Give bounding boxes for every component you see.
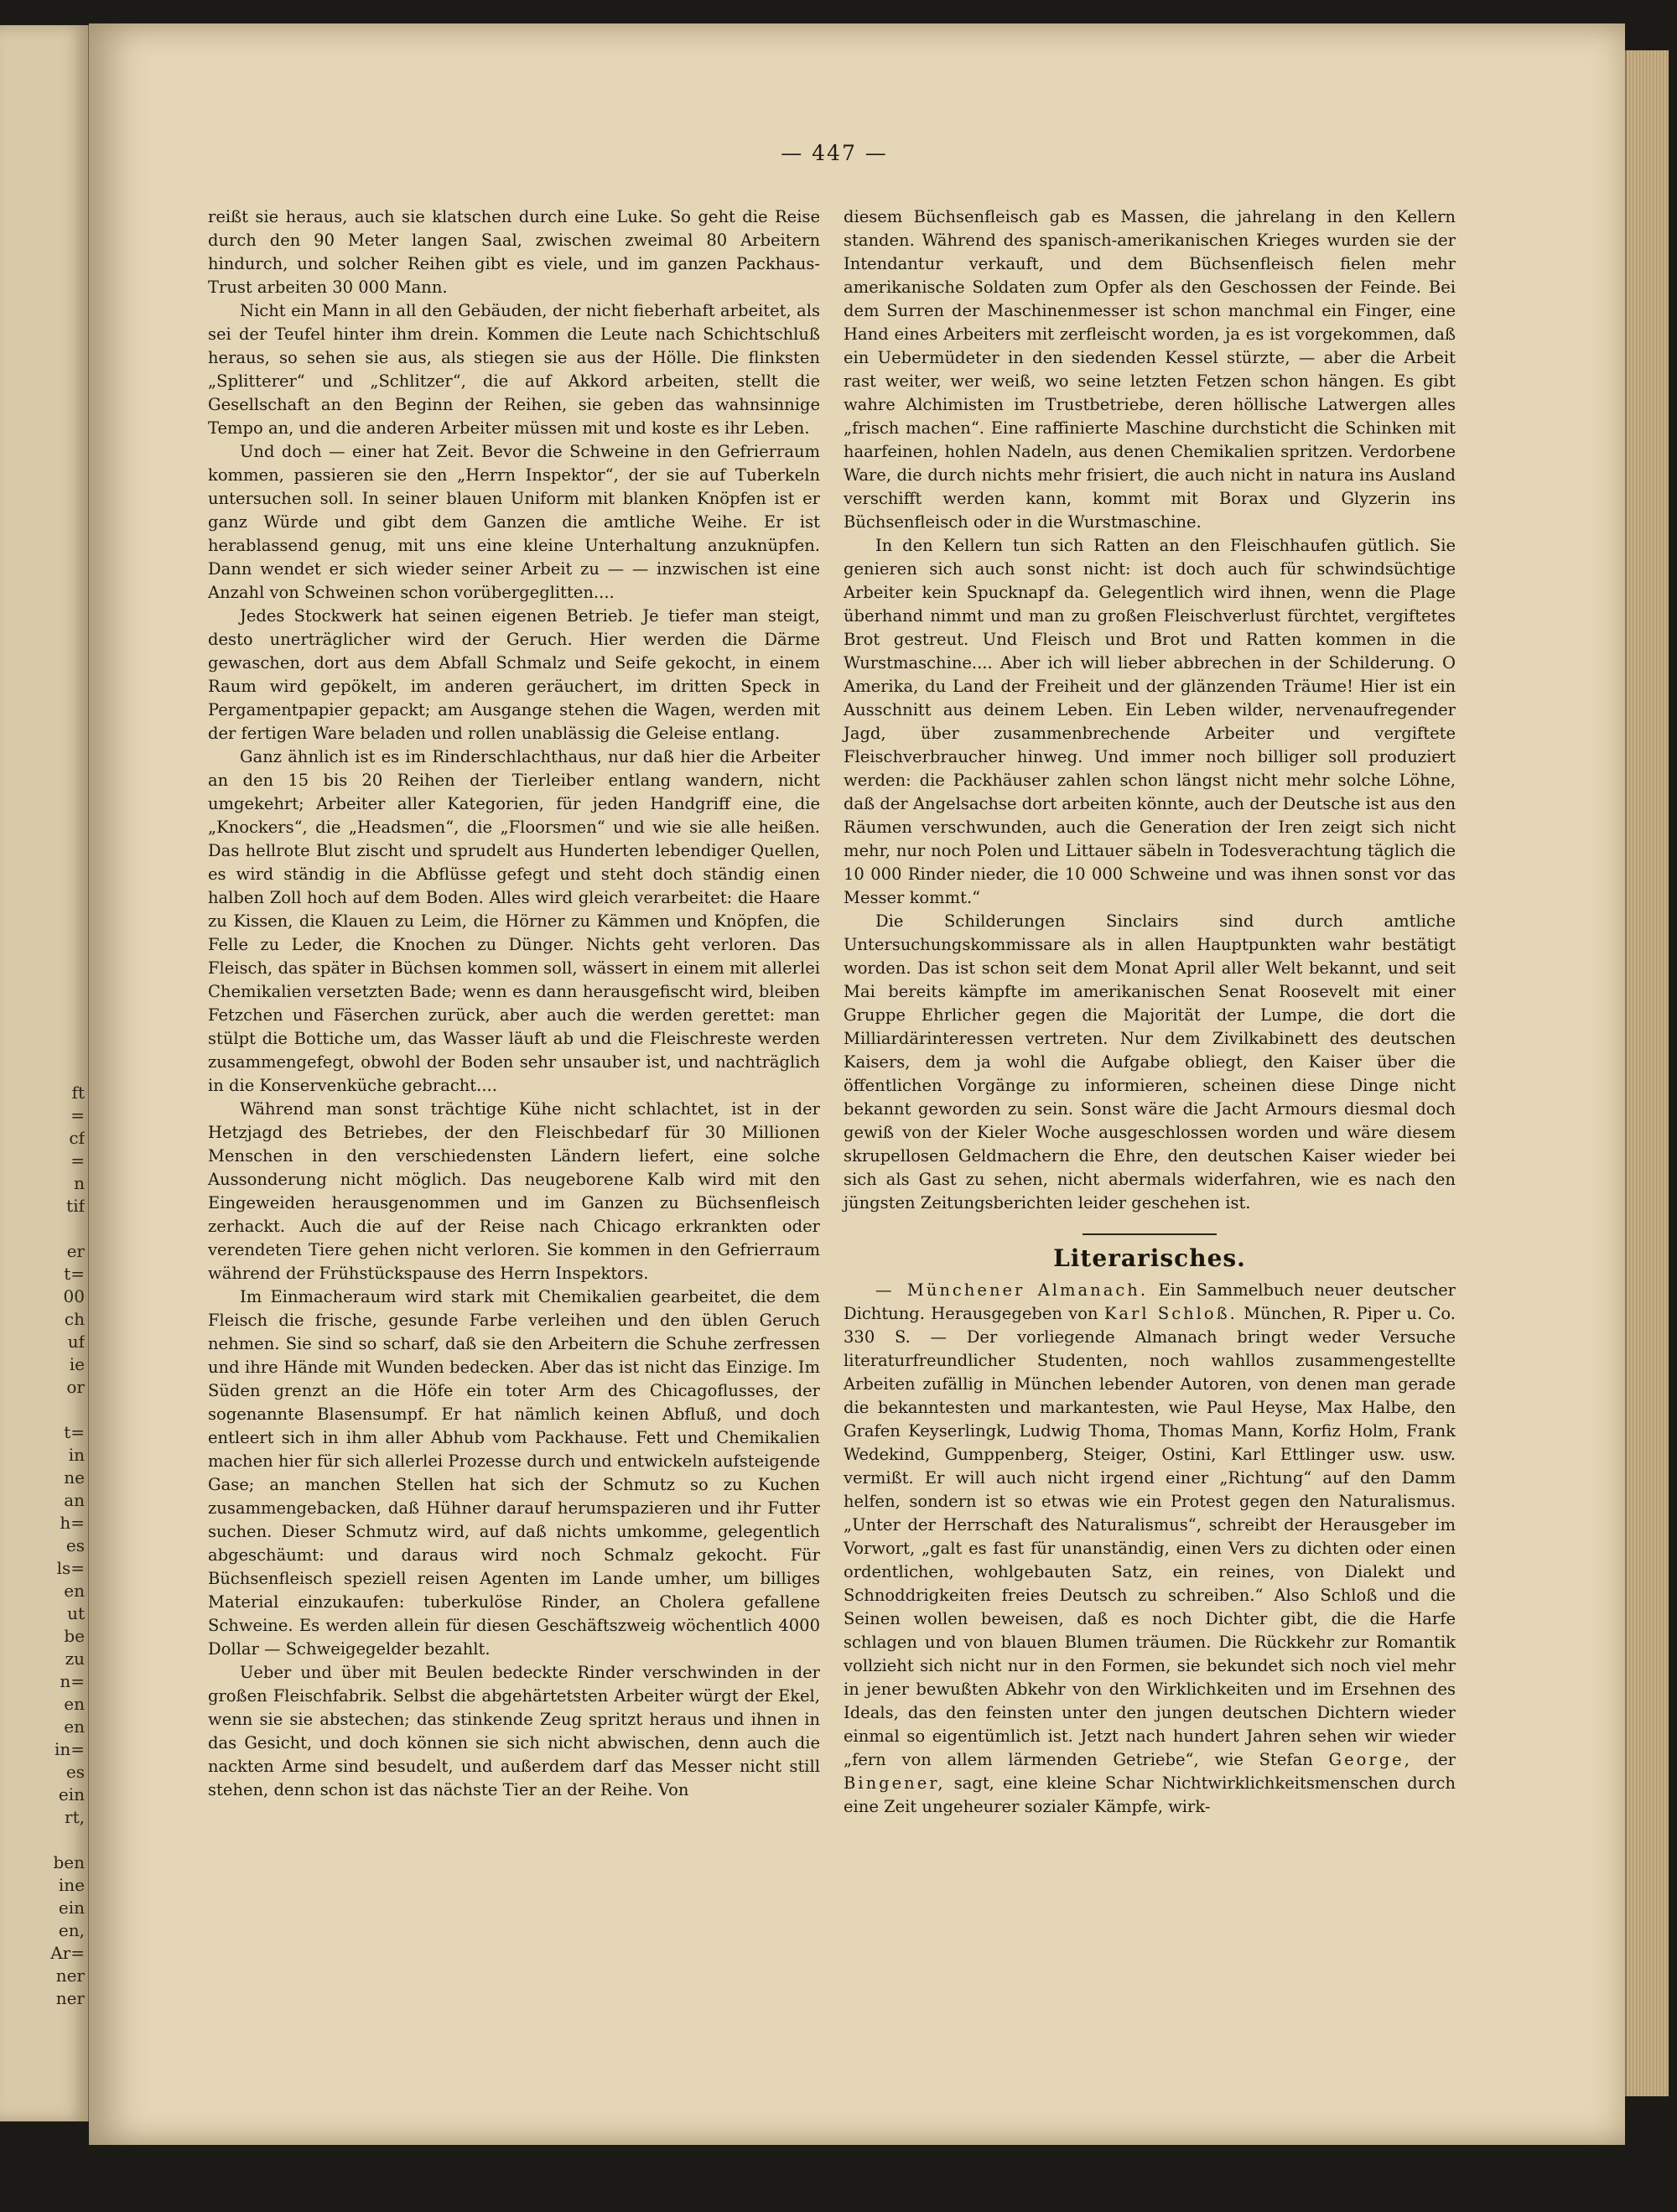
previous-page-fragment: ls=	[56, 1558, 85, 1578]
previous-page-fragment: Ar=	[50, 1943, 85, 1963]
left-column	[208, 205, 820, 1802]
section-heading: Literarisches.	[1053, 1244, 1246, 1272]
review-editor: Karl Schloß.	[1103, 1304, 1238, 1323]
previous-page-fragment: ner	[55, 1965, 85, 1986]
previous-page-fragment: ine	[58, 1875, 85, 1895]
previous-page-fragment: ein	[58, 1784, 85, 1804]
previous-page-fragment: n	[74, 1173, 85, 1193]
previous-page-fragment: en,	[58, 1920, 85, 1940]
review-text-1: Ein Sammelbuch neuer deutscher Dichtung. Herausgegeben von	[844, 1280, 1456, 1323]
previous-page-fragment: rt,	[65, 1807, 85, 1827]
review-text-3: der	[1411, 1750, 1456, 1769]
previous-page-fragment: es	[65, 1535, 85, 1555]
section-divider	[1083, 1233, 1217, 1235]
previous-page-fragment: ein	[58, 1898, 85, 1918]
right-paragraph-1: diesem Büchsenfleisch gab es Massen, die jahrelang in den Kellern standen. Während des spanisch-amerikanischen Krieges wurden sie der Intendantur verkauft, und dem Büchsenfleisch fielen mehr amerikanische Soldaten zum Opfer als den Geschossen der Feinde. Bei dem Surren der Maschinenmesser ist schon manchmal ein Finger, eine Hand eines Arbeiters mit zerfleischt worden, ja es ist vorgekommen, daß ein Uebermüdeter in den siedenden Kessel stürzte, — aber die Arbeit rast weiter, wer weiß, wo seine letzten Fetzen schon hängen. Es gibt wahre Alchimisten im Trustbetriebe, deren höllische Latwergen alles „frisch machen“. Eine raffinierte Maschine durchsticht die Schinken mit haarfeinen, hohlen Nadeln, aus denen Chemikalien spritzen. Verdorbene Ware, die durch nichts mehr frisiert, die auch nicht in natura ins Ausland verschifft werden kann, kommt mit Borax und Glyzerin ins Büchsenfleisch oder in die Wurstmaschine.	[844, 207, 1456, 532]
review-name-bingener: Bingener,	[844, 1773, 946, 1793]
left-paragraph-3: Und doch — einer hat Zeit. Bevor die Schweine in den Gefrierraum kommen, passieren sie den „Herrn Inspektor“, der sie auf Tuberkeln untersuchen soll. In seiner blauen Uniform mit blanken Knöpfen ist er ganz Würde und gibt dem Ganzen die amtliche Weihe. Er ist herablassend genug, mit uns eine kleine Unterhaltung anzuknüpfen. Dann wendet er sich wieder seiner Arbeit zu — — inzwischen ist eine Anzahl von Schweinen schon vorübergeglitten....	[208, 442, 820, 602]
right-column	[844, 205, 1456, 1819]
previous-page-fragment: or	[66, 1377, 85, 1397]
previous-page-fragment: be	[64, 1626, 85, 1646]
left-paragraph-4: Jedes Stockwerk hat seinen eigenen Betrieb. Je tiefer man steigt, desto unerträglicher wird der Geruch. Hier werden die Därme gewaschen, dort aus dem Abfall Schmalz und Seife gekocht, in einem Raum wird gepökelt, im anderen geräuchert, im dritten Speck in Pergamentpapier gepackt; am Ausgange stehen die Wagen, werden mit der fertigen Ware beladen und rollen unablässig die Geleise entlang.	[208, 606, 820, 743]
previous-page-fragment: tif	[66, 1196, 85, 1216]
review-text-4: sagt, eine kleine Schar Nichtwirklichkeitsmenschen durch eine Zeit ungeheurer sozialer Kämpfe, wirk-	[844, 1773, 1456, 1816]
left-paragraph-1: reißt sie heraus, auch sie klatschen durch eine Luke. So geht die Reise durch den 90 Meter langen Saal, zwischen zweimal 80 Arbeitern hindurch, und solcher Reihen gibt es viele, und im ganzen Packhaus-Trust arbeiten 30 000 Mann.	[208, 207, 820, 297]
previous-page-fragment: er	[66, 1241, 85, 1261]
previous-page-fragment: en	[64, 1581, 85, 1601]
previous-page-fragment: en	[64, 1694, 85, 1714]
previous-page-fragment: t=	[64, 1264, 85, 1284]
previous-page-fragment: in=	[54, 1739, 85, 1759]
right-paragraph-3: Die Schilderungen Sinclairs sind durch amtliche Untersuchungskommissare als in allen Hauptpunkten wahr bestätigt worden. Das ist schon seit dem Monat April aller Welt bekannt, und seit Mai bereits kämpfte im amerikanischen Senat Roosevelt mit einer Gruppe Ehrlicher gegen die Majorität der Lumpe, die dort die Milliardärinteressen vertreten. Nur dem Zivilkabinett des deutschen Kaisers, dem ja wohl die Aufgabe obliegt, den Kaiser über die öffentlichen Vorgänge zu informieren, scheinen diese Dinge nicht bekannt geworden zu sein. Sonst wäre die Jacht Armours diesmal doch gewiß von der Kieler Woche ausgeschlossen worden und wäre diesem skrupellosen Geldmachern die Ehre, den deutschen Kaiser wieder bei sich als Gast zu sehen, nicht abermals widerfahren, wie es nach den jüngsten Zeitungsberichten leider geschehen ist.	[844, 911, 1456, 1212]
previous-page-fragment: ne	[64, 1467, 85, 1488]
previous-page-fragment: =	[70, 1150, 85, 1171]
previous-page-fragment: ner	[55, 1988, 85, 2008]
previous-page-fragment: =	[70, 1105, 85, 1125]
previous-page-fragment: ut	[67, 1603, 85, 1623]
left-paragraph-2: Nicht ein Mann in all den Gebäuden, der nicht fieberhaft arbeitet, als sei der Teufel hinter ihm drein. Kommen die Leute nach Schichtschluß heraus, so sehen sie aus, als stiegen sie aus der Hölle. Die flinksten „Splitterer“ und „Schlitzer“, die auf Akkord arbeiten, stellt die Gesellschaft an den Beginn der Reihen, sie geben das wahnsinnige Tempo an, und die anderen Arbeiter müssen mit und koste es ihr Leben.	[208, 301, 820, 438]
right-paragraph-2: In den Kellern tun sich Ratten an den Fleischhaufen gütlich. Sie genieren sich auch sonst nicht: ist doch auch für schwindsüchtige Arbeiter kein Spucknapf da. Gelegentlich wird ihnen, wenn die Plage überhand nimmt und man zu großen Fleischverlust fürchtet, vergiftetes Brot gestreut. Und Fleisch und Brot und Ratten kommen in die Wurstmaschine.... Aber ich will lieber abbrechen in der Schilderung. O Amerika, du Land der Freiheit und der glänzenden Träume! Hier ist ein Ausschnitt aus deinem Leben. Ein Leben wilder, nervenaufregender Jagd, über zusammenbrechende Arbeiter und vergiftete Fleischverbraucher hinweg. Und immer noch billiger soll produziert werden: die Packhäuser zahlen schon längst nicht mehr solche Löhne, daß der Angelsachse dort arbeiten könnte, auch der Deutsche ist aus den Räumen verschwunden, auch die Generation der Iren zeigt sich nicht mehr, nur noch Polen und Littauer säbeln in Todesverachtung täglich die 10 000 Rinder nieder, die 10 000 Schweine und was ihnen sonst vor das Messer kommt.“	[844, 536, 1456, 907]
previous-page-fragment: ie	[69, 1354, 85, 1374]
previous-page-fragment: ben	[53, 1852, 85, 1872]
book-page-edges	[1625, 50, 1669, 2096]
left-paragraph-5: Ganz ähnlich ist es im Rinderschlachthaus, nur daß hier die Arbeiter an den 15 bis 20 Reihen der Tierleiber entlang wandern, nicht umgekehrt; Arbeiter aller Kategorien, für jeden Handgriff eine, die „Knockers“, die „Headsmen“, die „Floorsmen“ und wie sie alle heißen. Das hellrote Blut zischt und sprudelt aus Hunderten lebendiger Quellen, es wird ständig in die Abflüsse gefegt und steht doch ständig einen halben Zoll hoch auf dem Boden. Alles wird gleich verarbeitet: die Haare zu Kissen, die Klauen zu Leim, die Hörner zu Kämmen und Knöpfen, die Felle zu Leder, die Knochen zu Dünger. Nichts geht verloren. Das Fleisch, das später in Büchsen kommen soll, wässert in einem mit allerlei Chemikalien versetzten Bade; wenn es dann herausgefischt wird, bleiben Fetzchen und Fäserchen zurück, aber auch die werden gerettet: man stülpt die Bottiche um, das Wasser läuft ab und die Fleischreste werden zusammengefegt, obwohl der Boden sehr unsauber ist, und nachträglich in die Konservenküche gebracht....	[208, 747, 820, 1095]
left-paragraph-6: Während man sonst trächtige Kühe nicht schlachtet, ist in der Hetzjagd des Betriebes, der den Fleischbedarf für 30 Millionen Menschen in den verschiedensten Ländern liefert, eine solche Aussonderung nicht möglich. Das neugeborene Kalb wird mit den Eingeweiden herausgenommen und im Ganzen zu Büchsenfleisch zerhackt. Auch die auf der Reise nach Chicago erkrankten oder verendeten Tiere gehen nicht verloren. Sie kommen in den Gefrierraum während der Frühstückspause des Herrn Inspektors.	[208, 1099, 820, 1283]
review-title: — Münchener Almanach.	[875, 1280, 1149, 1300]
previous-page-fragment: n=	[60, 1671, 85, 1691]
previous-page-fragment: in	[68, 1445, 85, 1465]
previous-page-fragment: cf	[69, 1128, 85, 1148]
review-name-george: George,	[1328, 1750, 1412, 1769]
previous-page-fragment: es	[65, 1762, 85, 1782]
left-paragraph-7: Im Einmacheraum wird stark mit Chemikalien gearbeitet, die dem Fleisch die frische, gesunde Farbe verleihen und den üblen Geruch nehmen. Sie sind so scharf, daß sie den Arbeitern die Schuhe zerfressen und ihre Hände mit Wunden bedecken. Aber das ist nicht das Einzige. Im Süden grenzt an die Höfe ein toter Arm des Chicagoflusses, der sogenannte Blasensumpf. Er hat nämlich keinen Abfluß, und doch entleert sich in ihm aller Abhub vom Packhause. Fett und Chemikalien machen hier für sich allerlei Prozesse durch und entwickeln aufsteigende Gase; an manchen Stellen hat sich der Schmutz so zu Kuchen zusammengebacken, daß Hühner darauf herumspazieren und ihr Futter suchen. Dieser Schmutz wird, auf daß nichts umkomme, gelegentlich abgeschäumt: und daraus wird noch Schmalz gekocht. Für Büchsenfleisch speziell reisen Agenten im Lande umher, um billiges Material einzukaufen: tuberkulöse Rinder, an Cholera gefallene Schweine. Es werden allein für diesen Geschäftszweig wöchentlich 4000 Dollar — Schweigegelder bezahlt.	[208, 1287, 820, 1659]
previous-page-fragment: 00	[63, 1286, 85, 1306]
review-paragraph	[844, 1279, 1456, 1819]
previous-page-fragment: ch	[64, 1309, 85, 1329]
previous-page-fragment: h=	[60, 1513, 85, 1533]
previous-page-fragment: an	[64, 1490, 85, 1510]
page-number: — 447 —	[781, 141, 888, 165]
previous-page-edge	[0, 25, 90, 2121]
previous-page-fragment: t=	[64, 1422, 85, 1442]
left-paragraph-8: Ueber und über mit Beulen bedeckte Rinder verschwinden in der großen Fleischfabrik. Selbst die abgehärtetsten Arbeiter würgt der Ekel, wenn sie sie abstechen; das stinkende Zeug spritzt heraus und ihnen in das Gesicht, und doch können sie sich nicht abwischen, denn auch die nackten Arme sind besudelt, und außerdem darf das Messer nicht still stehen, denn schon ist das nächste Tier an der Reihe. Von	[208, 1663, 820, 1799]
previous-page-fragment: uf	[67, 1332, 85, 1352]
previous-page-fragment: ft	[71, 1083, 85, 1103]
previous-page-fragment: en	[64, 1716, 85, 1737]
previous-page-fragment: zu	[65, 1649, 85, 1669]
review-text-2: München, R. Piper u. Co. 330 S. — Der vorliegende Almanach bringt weder Versuche literaturfreundlicher Studenten, noch wahllos zusammengestellte Arbeiten zufällig in München lebender Autoren, von denen man gerade die bekanntesten und markantesten, wie Paul Heyse, Max Halbe, den Grafen Keyserlingk, Ludwig Thoma, Thomas Mann, Korfiz Holm, Frank Wedekind, Gumppenberg, Steiger, Ostini, Karl Ettlinger usw. usw. vermißt. Er will auch nicht irgend einer „Richtung“ auf den Damm helfen, sondern ist so etwas wie ein Protest gegen den Naturalismus. „Unter der Herrschaft des Naturalismus“, schreibt der Herausgeber im Vorwort, „galt es fast für unanständig, einen Vers zu dichten oder einen ordentlichen, wohlgebauten Satz, ein reines, von Dialekt und Schnoddrigkeiten freies Deutsch zu schreiben.“ Also Schloß und die Seinen wollen beweisen, daß es noch Dichter gibt, die die Harfe schlagen und von blauen Blumen träumen. Die Rückkehr zur Romantik vollzieht sich nicht nur in den Formen, sie bekundet sich noch viel mehr in jener bewußten Abkehr von den Wirklichkeiten und im Ersehnen des Ideals, das den feinsten unter den jungen deutschen Dichtern wieder einmal so eigentümlich ist. Jetzt nach hundert Jahren sehen wir wieder „fern von allem lärmenden Getriebe“, wie Stefan	[844, 1304, 1456, 1769]
